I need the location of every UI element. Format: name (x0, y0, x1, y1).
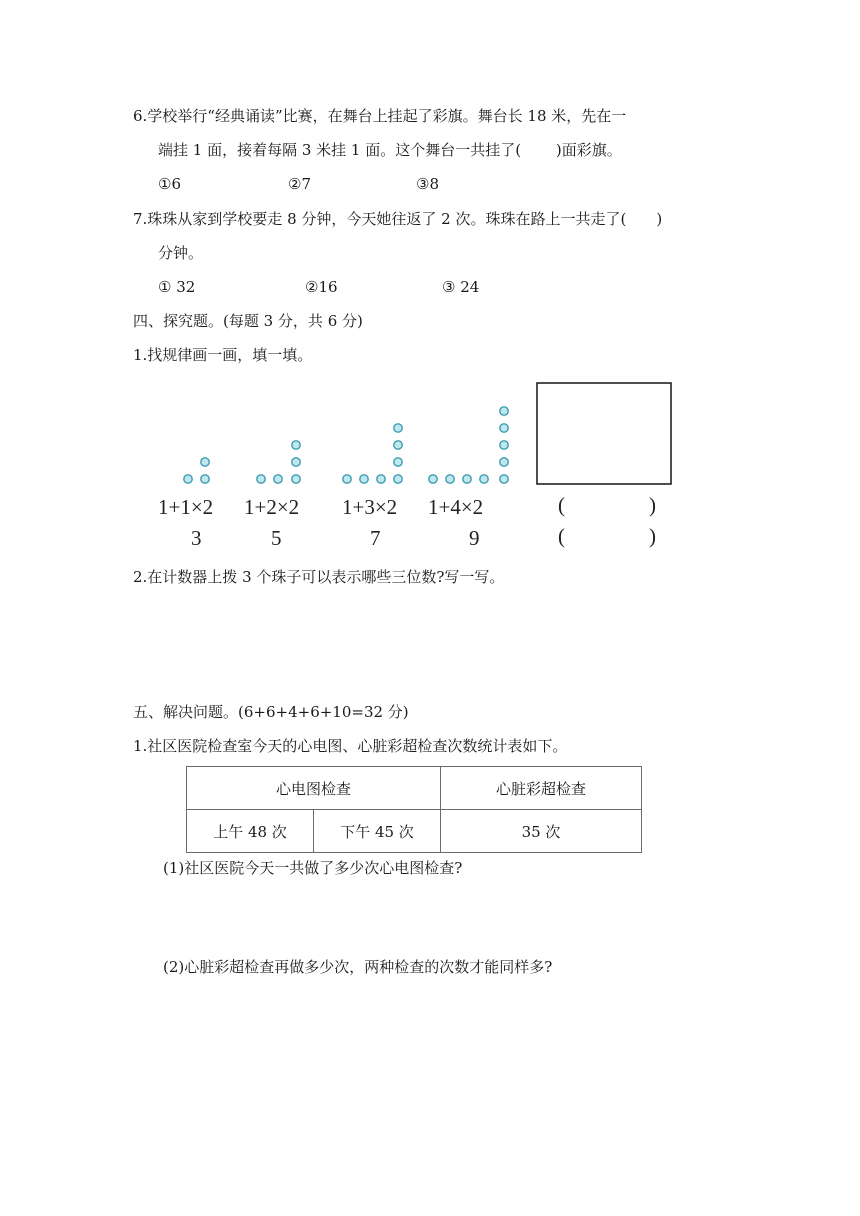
table-header-echo: 心脏彩超检查 (441, 767, 642, 810)
section5-sub2: (2)心脏彩超检查再做多少次，两种检查的次数才能同样多? (163, 958, 553, 976)
expression-4: 1+4×2 (428, 495, 484, 519)
answer-blank-result[interactable]: ( ) (558, 524, 656, 548)
bead-group-4 (429, 407, 508, 483)
bead (292, 475, 300, 483)
table-cell-morning: 上午 48 次 (187, 810, 314, 853)
bead (500, 424, 508, 432)
bead-group-3 (343, 424, 402, 483)
bead (500, 407, 508, 415)
bead (480, 475, 488, 483)
section5-sub1: (1)社区医院今天一共做了多少次心电图检查? (163, 859, 463, 877)
bead (201, 475, 209, 483)
q6-option-3[interactable]: ③8 (416, 175, 439, 193)
answer-blank-expression[interactable]: ( ) (558, 493, 656, 517)
bead (257, 475, 265, 483)
expression-3: 1+3×2 (342, 495, 398, 519)
bead (360, 475, 368, 483)
bead (394, 475, 402, 483)
bead-group-2 (257, 441, 300, 483)
q6-option-2[interactable]: ②7 (288, 175, 311, 193)
result-2: 5 (271, 526, 282, 548)
q6-line2: 端挂 1 面，接着每隔 3 米挂 1 面。这个舞台一共挂了( )面彩旗。 (158, 141, 622, 159)
statistics-table (186, 766, 642, 853)
bead (446, 475, 454, 483)
bead (201, 458, 209, 466)
bead (500, 441, 508, 449)
section5-heading: 五、解决问题。(6+6+4+6+10=32 分) (133, 703, 409, 721)
bead (463, 475, 471, 483)
bead (394, 424, 402, 432)
answer-drawing-box[interactable] (537, 383, 671, 484)
bead (394, 441, 402, 449)
q7-option-3[interactable]: ③ 24 (442, 278, 480, 296)
bead (377, 475, 385, 483)
bead-group-1 (184, 458, 209, 483)
bead (343, 475, 351, 483)
section5-q1: 1.社区医院检查室今天的心电图、心脏彩超检查次数统计表如下。 (133, 737, 568, 755)
table-cell-afternoon: 下午 45 次 (314, 810, 441, 853)
q7-option-2[interactable]: ②16 (305, 278, 338, 296)
result-3: 7 (370, 526, 381, 548)
bead-pattern-figure (150, 378, 690, 548)
bead (500, 475, 508, 483)
bead (429, 475, 437, 483)
table-cell-echo-count: 35 次 (441, 810, 642, 853)
section4-heading: 四、探究题。(每题 3 分，共 6 分) (133, 312, 363, 330)
bead (500, 458, 508, 466)
q7-line2: 分钟。 (158, 244, 204, 262)
q6-option-1[interactable]: ①6 (158, 175, 181, 193)
expression-1: 1+1×2 (158, 495, 214, 519)
bead (274, 475, 282, 483)
bead (292, 441, 300, 449)
expression-2: 1+2×2 (244, 495, 300, 519)
table-header-row (187, 767, 642, 810)
table-row (187, 810, 642, 853)
q6-line1: 6.学校举行“经典诵读”比赛，在舞台上挂起了彩旗。舞台长 18 米，先在一 (133, 107, 627, 125)
bead (394, 458, 402, 466)
result-4: 9 (469, 526, 480, 548)
section4-q2: 2.在计数器上拨 3 个珠子可以表示哪些三位数?写一写。 (133, 568, 505, 586)
bead (184, 475, 192, 483)
section4-q1: 1.找规律画一画，填一填。 (133, 346, 313, 364)
result-1: 3 (191, 526, 202, 548)
table-header-ecg: 心电图检查 (187, 767, 441, 810)
q7-line1: 7.珠珠从家到学校要走 8 分钟，今天她往返了 2 次。珠珠在路上一共走了( ) (133, 210, 663, 228)
bead (292, 458, 300, 466)
q7-option-1[interactable]: ① 32 (158, 278, 196, 296)
